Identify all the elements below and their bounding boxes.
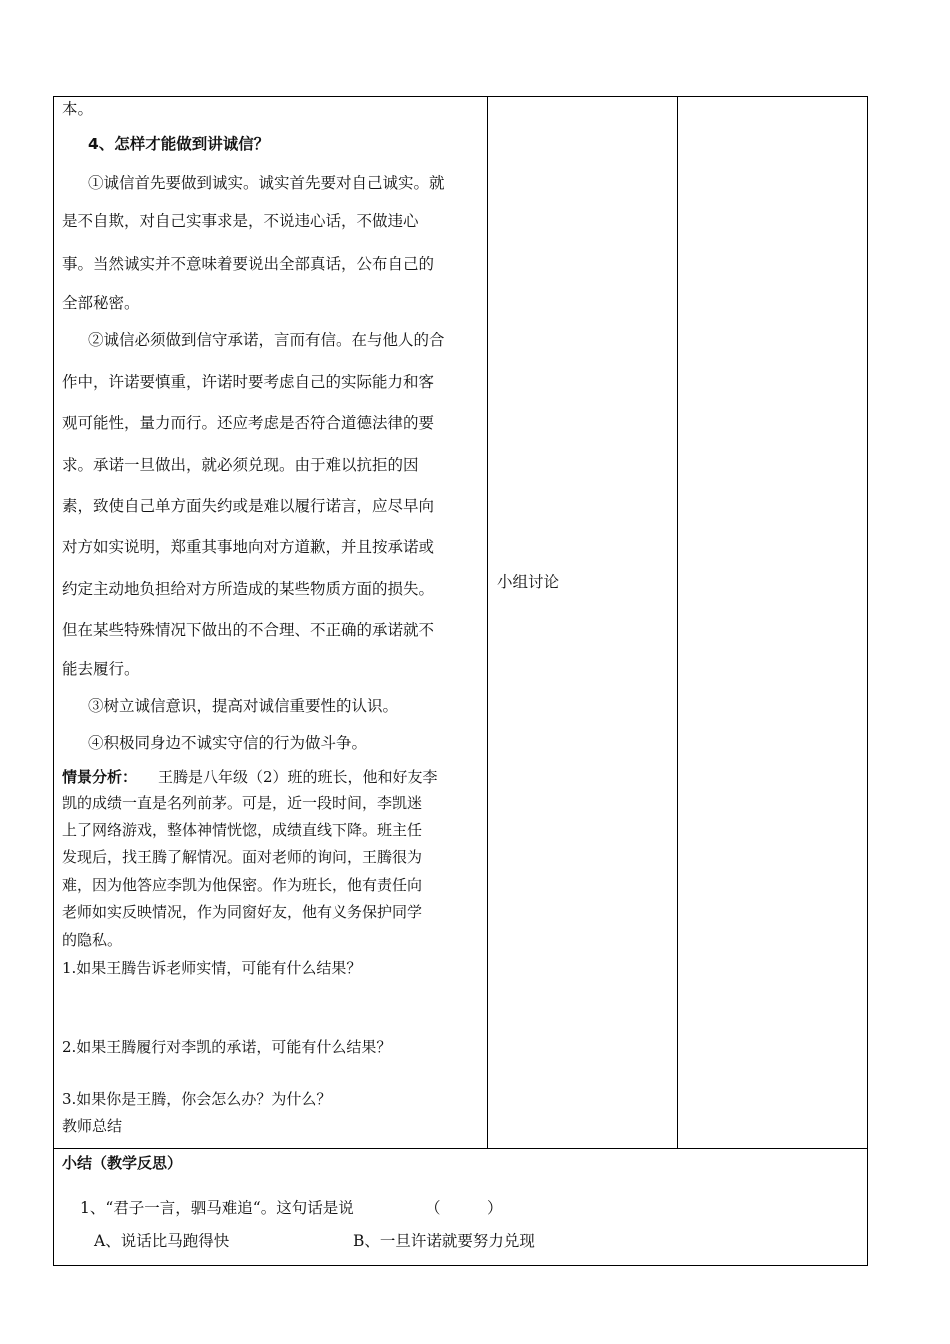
paragraph-1-line: 事。当然诚实并不意味着要说出全部真话，公布自己的 (62, 255, 435, 273)
paragraph-2-line: 能去履行。 (62, 660, 140, 678)
scenario-line: 王腾是八年级（2）班的班长，他和好友李 (158, 768, 438, 786)
question-1: 1.如果王腾告诉老师实情，可能有什么结果？ (62, 959, 362, 977)
continued-text: 本。 (62, 100, 94, 118)
paragraph-1-line: 是不自欺，对自己实事求是，不说违心话，不做违心 (62, 212, 419, 230)
paragraph-2-line: 但在某些特殊情况下做出的不合理、不正确的承诺就不 (62, 621, 435, 639)
column-divider-1 (487, 96, 488, 1148)
summary-heading: 小结（教学反思） (62, 1154, 183, 1172)
question-3: 3.如果你是王腾，你会怎么办？为什么？ (62, 1090, 332, 1108)
scenario-line: 发现后，找王腾了解情况。面对老师的询问，王腾很为 (62, 848, 423, 866)
answer-blank: （ ） (425, 1199, 503, 1217)
summary-question-1: 1、“君子一言，驷马难追“。这句话是说 (80, 1199, 354, 1217)
column-divider-2 (677, 96, 678, 1148)
scenario-line: 上了网络游戏，整体神情恍惚，成绩直线下降。班主任 (62, 821, 423, 839)
scenario-line: 老师如实反映情况，作为同窗好友，他有义务保护同学 (62, 903, 423, 921)
row-divider (53, 1148, 868, 1149)
teacher-summary: 教师总结 (62, 1117, 123, 1135)
paragraph-2-line: ②诚信必须做到信守承诺，言而有信。在与他人的合 (88, 331, 445, 349)
scenario-label: 情景分析： (62, 768, 138, 786)
group-discussion-label: 小组讨论 (497, 573, 560, 591)
paragraph-4: ④积极同身边不诚实守信的行为做斗争。 (88, 734, 368, 752)
paragraph-2-line: 观可能性，量力而行。还应考虑是否符合道德法律的要 (62, 414, 435, 432)
paragraph-2-line: 约定主动地负担给对方所造成的某些物质方面的损失。 (62, 580, 435, 598)
scenario-line: 凯的成绩一直是名列前茅。可是，近一段时间，李凯迷 (62, 794, 423, 812)
option-b: B、一旦许诺就要努力兑现 (353, 1232, 535, 1250)
option-a: A、说话比马跑得快 (94, 1232, 230, 1250)
paragraph-2-line: 作中，许诺要慎重，许诺时要考虑自己的实际能力和客 (62, 373, 435, 391)
question-2: 2.如果王腾履行对李凯的承诺，可能有什么结果？ (62, 1038, 392, 1056)
section-heading-4: 4、怎样才能做到讲诚信？ (88, 135, 270, 153)
scenario-line: 的隐私。 (62, 931, 123, 949)
paragraph-2-line: 对方如实说明，郑重其事地向对方道歉，并且按承诺或 (62, 538, 435, 556)
paragraph-1-line: 全部秘密。 (62, 294, 140, 312)
scenario-line: 难，因为他答应李凯为他保密。作为班长，他有责任向 (62, 876, 423, 894)
paragraph-2-line: 求。承诺一旦做出，就必须兑现。由于难以抗拒的因 (62, 456, 419, 474)
paragraph-2-line: 素，致使自己单方面失约或是难以履行诺言，应尽早向 (62, 497, 435, 515)
paragraph-3: ③树立诚信意识，提高对诚信重要性的认识。 (88, 697, 399, 715)
paragraph-1-line: ①诚信首先要做到诚实。诚实首先要对自己诚实。就 (88, 174, 445, 192)
